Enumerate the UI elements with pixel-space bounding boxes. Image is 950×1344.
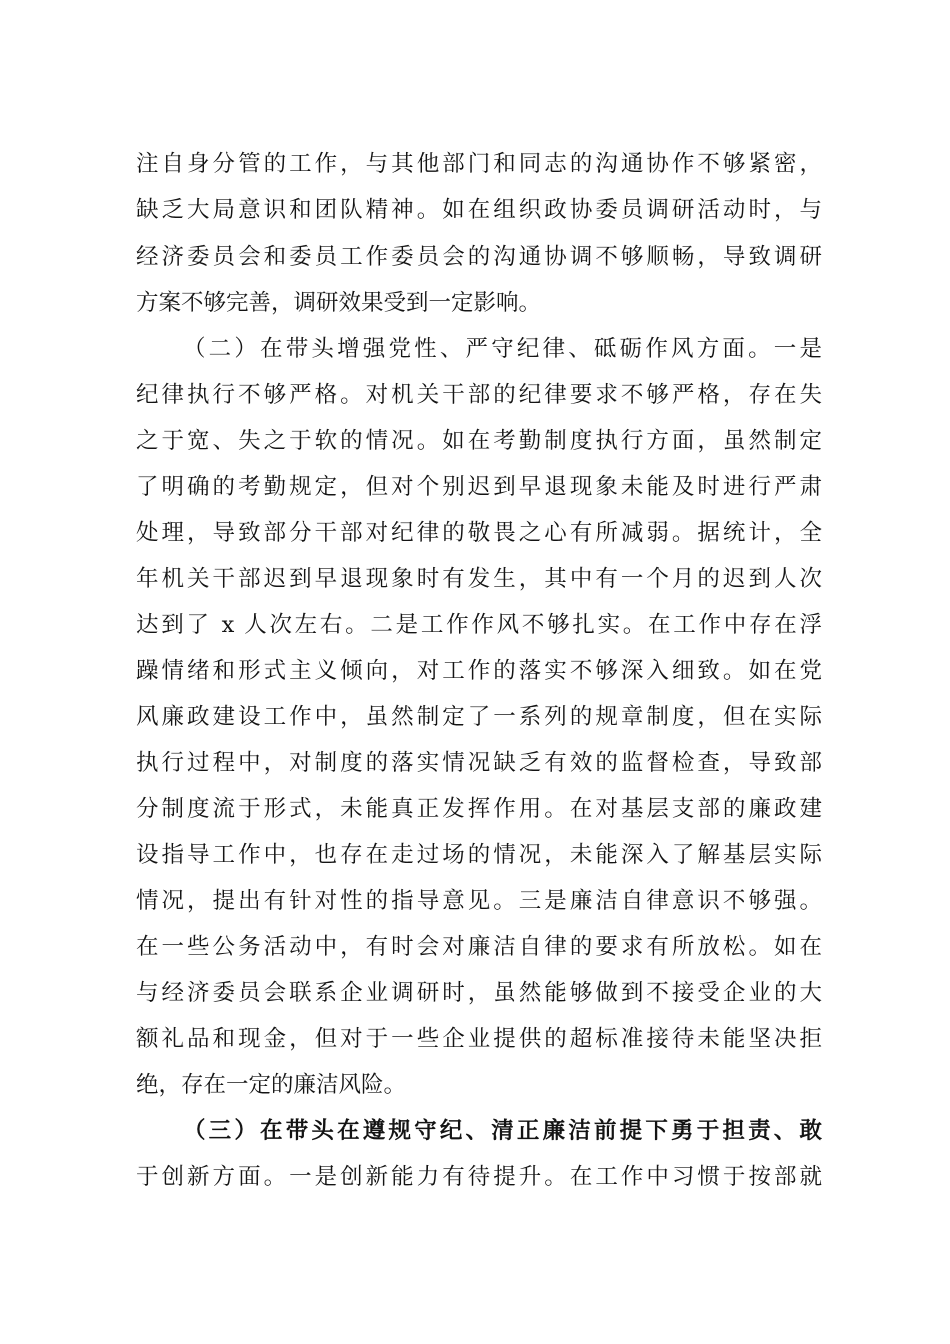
paragraph-line: 设指导工作中，也存在走过场的情况，未能深入了解基层实际	[136, 842, 822, 868]
paragraph-line: 躁情绪和形式主义倾向，对工作的落实不够深入细致。如在党	[136, 658, 822, 684]
paragraph-line: 分制度流于形式，未能真正发挥作用。在对基层支部的廉政建	[136, 796, 822, 822]
paragraph-line: 了明确的考勤规定，但对个别迟到早退现象未能及时进行严肃	[136, 474, 822, 500]
paragraph-line: 缺乏大局意识和团队精神。如在组织政协委员调研活动时，与	[136, 197, 822, 223]
paragraph-line: 风廉政建设工作中，虽然制定了一系列的规章制度，但在实际	[136, 704, 822, 730]
paragraph-line: 绝，存在一定的廉洁风险。	[136, 1072, 407, 1098]
paragraph-line: 之于宽、失之于软的情况。如在考勤制度执行方面，虽然制定	[136, 428, 822, 454]
paragraph-line: 于创新方面。一是创新能力有待提升。在工作中习惯于按部就	[136, 1164, 822, 1190]
section-heading-line: （三）在带头在遵规守纪、清正廉洁前提下勇于担责、敢	[183, 1118, 822, 1144]
paragraph-line: 额礼品和现金，但对于一些企业提供的超标准接待未能坚决拒	[136, 1026, 822, 1052]
paragraph-line: 经济委员会和委员工作委员会的沟通协调不够顺畅，导致调研	[136, 244, 822, 270]
paragraph-line: 达到了 x 人次左右。二是工作作风不够扎实。在工作中存在浮	[136, 612, 822, 638]
paragraph-line: 情况，提出有针对性的指导意见。三是廉洁自律意识不够强。	[136, 888, 822, 914]
paragraph-line: 与经济委员会联系企业调研时，虽然能够做到不接受企业的大	[136, 980, 822, 1006]
paragraph-line: 处理，导致部分干部对纪律的敬畏之心有所减弱。据统计，全	[136, 520, 822, 546]
section-heading-line: （二）在带头增强党性、严守纪律、砥砺作风方面。一是	[183, 336, 822, 362]
paragraph-line: 在一些公务活动中，有时会对廉洁自律的要求有所放松。如在	[136, 934, 822, 960]
paragraph-line: 注自身分管的工作，与其他部门和同志的沟通协作不够紧密，	[136, 151, 822, 177]
paragraph-line: 纪律执行不够严格。对机关干部的纪律要求不够严格，存在失	[136, 382, 822, 408]
paragraph-line: 年机关干部迟到早退现象时有发生，其中有一个月的迟到人次	[136, 566, 822, 592]
paragraph-line: 执行过程中，对制度的落实情况缺乏有效的监督检查，导致部	[136, 750, 822, 776]
paragraph-line: 方案不够完善，调研效果受到一定影响。	[136, 290, 542, 316]
